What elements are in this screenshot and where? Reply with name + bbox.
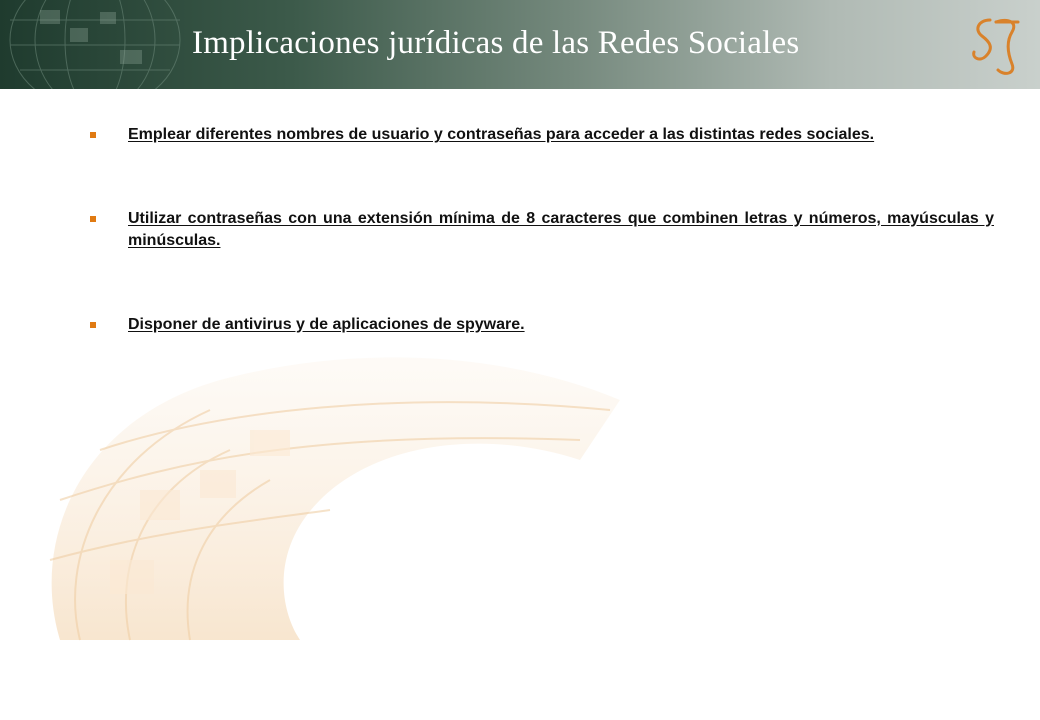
- bullet-list: [88, 124, 994, 336]
- bullet-item: [88, 208, 994, 253]
- bullet-text: Disponer de antivirus y de aplicaciones de spyware.: [128, 315, 525, 333]
- bullet-item: [88, 124, 994, 147]
- sj-monogram-logo-icon: [968, 14, 1026, 78]
- title-banner: [0, 0, 1040, 89]
- square-bullet-icon: [90, 132, 96, 138]
- bullet-item: [88, 314, 994, 337]
- bullet-text: Utilizar contraseñas con una extensión mínima de 8 caracteres que combinen letras y números, mayúsculas y minúsculas.: [128, 209, 994, 249]
- square-bullet-icon: [90, 322, 96, 328]
- page-title: Implicaciones jurídicas de las Redes Sociales: [192, 25, 800, 61]
- square-bullet-icon: [90, 216, 96, 222]
- globe-watermark-icon: [20, 340, 740, 645]
- globe-decoration-icon: [0, 0, 190, 89]
- bullet-text: Emplear diferentes nombres de usuario y contraseñas para acceder a las distintas redes sociales.: [128, 126, 875, 143]
